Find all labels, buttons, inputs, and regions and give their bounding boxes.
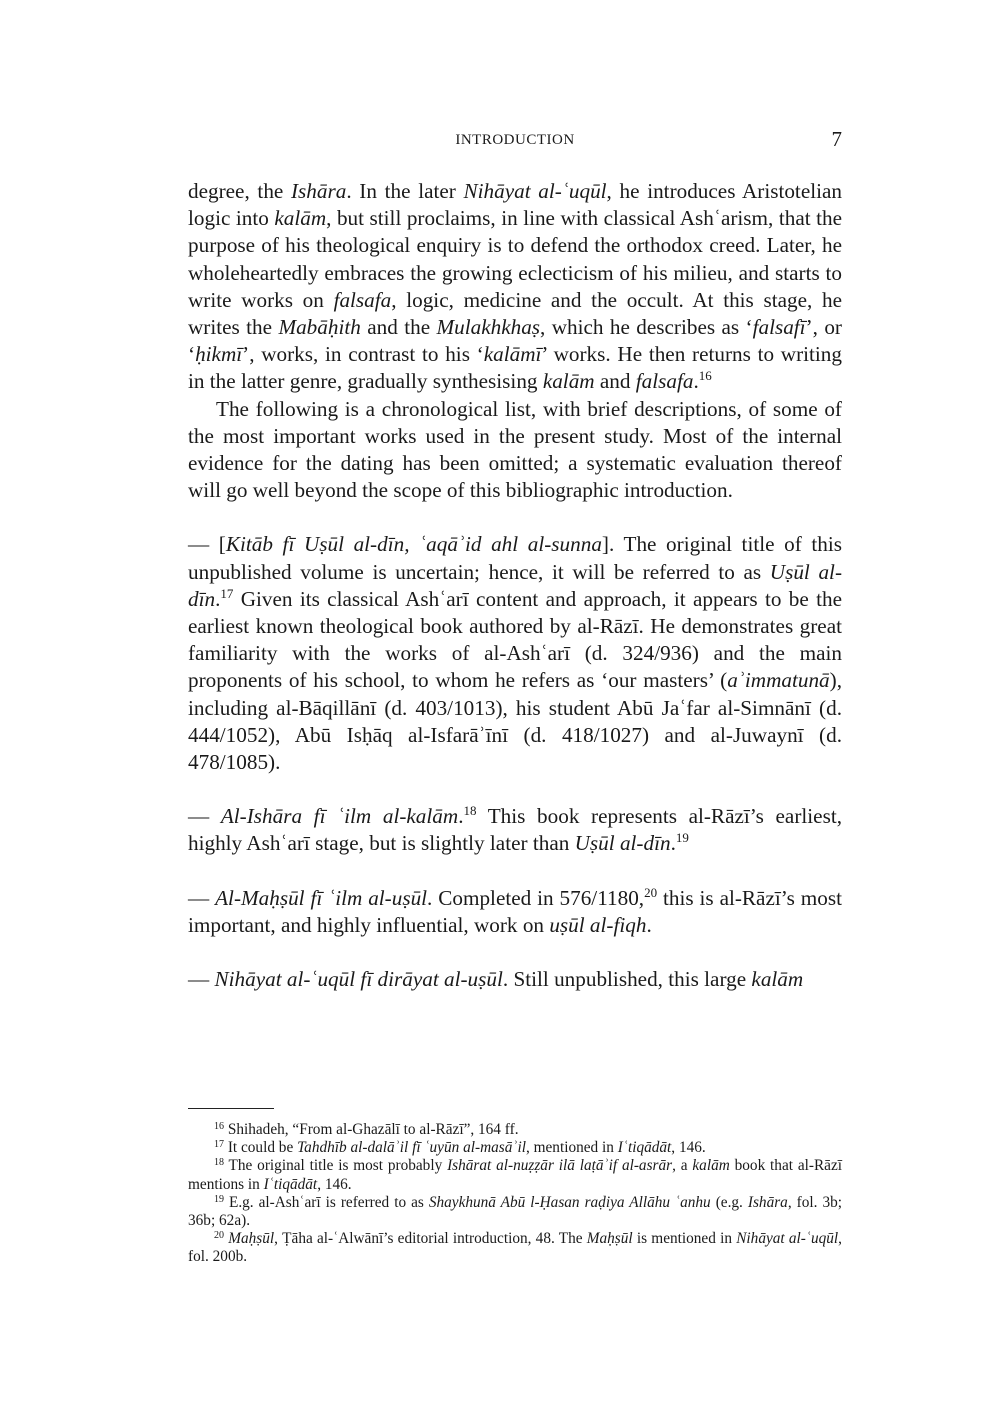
em-dash: — [188, 804, 221, 829]
em-dash: — [188, 885, 216, 910]
footnote-number: 20 [214, 1230, 224, 1242]
text: . In the later [346, 179, 464, 203]
italic-title: Ishāra [291, 179, 347, 203]
em-dash: — [ [188, 532, 226, 557]
text: E.g. al-Ashʿarī is referred to as [224, 1193, 429, 1211]
footnote-19 [188, 1194, 842, 1230]
work-title: Al-Maḥṣūl fī ʿilm al-uṣūl [215, 885, 428, 910]
italic-term: falsafa [635, 369, 694, 394]
text: , but still proclaims, in line with classical Ashʿarism, that the purpose of his theological enquiry is to defend the orthodox creed. Later, he wholeheartedly embraces the growing eclecticism of his milieu, and starts to write works on [188, 206, 843, 312]
text: . [458, 804, 464, 829]
paragraph-1 [188, 178, 842, 396]
work-entry-mahsul [188, 885, 842, 939]
footnote-17 [188, 1139, 842, 1157]
italic-term: kalāmī [483, 342, 542, 367]
text: Shihadeh, “From al-Ghazālī to al-Rāzī”, 164 ff. [224, 1121, 519, 1138]
text: ), including al-Bāqillānī (d. 403/1013), his student Abū Jaʿfar al-Simnānī (d. 444/1052), Abū Isḥāq al-Isfarāʾīnī (d. 418/1027) and al-Juwaynī (d. 478/1085). [188, 668, 842, 775]
work-title: Kitāb fī Uṣūl al-dīn, ʿaqāʾid ahl al-sunna [225, 532, 602, 557]
em-dash: — [188, 967, 215, 992]
italic-title: Ishārat al-nuẓẓār ilā laṭāʾif al-asrār [447, 1157, 673, 1175]
italic-term: falsafī [752, 315, 806, 340]
italic-title: Uṣūl al-dīn [574, 831, 671, 856]
footnote-ref-19[interactable]: 19 [675, 830, 689, 846]
italic-title: Iʿtiqādāt [263, 1175, 318, 1193]
footnote-number: 18 [214, 1157, 224, 1169]
text: . [215, 586, 221, 611]
footnote-number: 17 [214, 1139, 224, 1151]
text: . Still unpublished, this large [502, 967, 752, 992]
italic-term: falsafa [333, 287, 392, 312]
footnotes [188, 1121, 842, 1267]
italic-title: Mulakhkhaṣ [436, 315, 541, 340]
text: book that al-Rāzī mentions in [188, 1157, 842, 1193]
text: , fol. 200b. [188, 1230, 842, 1266]
italic-title: Maḥṣūl [586, 1230, 633, 1248]
page-number: 7 [831, 127, 842, 151]
text: . Completed in 576/1180, [427, 885, 645, 910]
running-head [188, 129, 842, 151]
text: , mentioned in [525, 1139, 618, 1157]
work-title: Al-Ishāra fī ʿilm al-kalām [220, 804, 459, 829]
italic-term: kalām [542, 369, 595, 394]
text: , 146. [317, 1175, 352, 1193]
text: and [594, 369, 636, 394]
text: ’, or ‘ [188, 315, 842, 367]
paragraph-2: The following is a chronological list, with brief descriptions, of some of the most important works used in the present study. Most of the internal evidence for the dating has been omitted; a systematic evaluation thereof will go well beyond the scope of this bibliographic introduction. [188, 396, 842, 503]
footnote-ref-17[interactable]: 17 [220, 585, 234, 601]
italic-term: kalām [751, 967, 804, 992]
text: (e.g. [710, 1193, 748, 1211]
footnote-ref-18[interactable]: 18 [463, 803, 477, 819]
italic-title: Maḥṣūl [228, 1230, 275, 1248]
text: It could be [224, 1139, 298, 1157]
text: , fol. 3b; 36b; 62a). [188, 1193, 842, 1230]
text: , 146. [671, 1139, 706, 1157]
text: The original title is most probably [224, 1157, 448, 1175]
footnote-ref-16[interactable]: 16 [698, 368, 712, 384]
work-entry-nihayat [188, 966, 842, 993]
italic-title: Iʿtiqādāt [617, 1139, 672, 1157]
text: . [670, 831, 676, 856]
footnote-number: 16 [214, 1121, 224, 1132]
text: and the [360, 315, 437, 340]
text: . [693, 369, 699, 394]
italic-title: Nihāyat al-ʿuqūl [736, 1230, 839, 1248]
text: ]. The original title of this unpublished volume is uncertain; hence, it will be referred to as [188, 532, 842, 584]
work-entry-usul-al-din [188, 531, 842, 776]
italic-title: Ishāra [747, 1193, 788, 1211]
main-text [188, 178, 842, 993]
text: ’, works, in contrast to his ‘ [242, 342, 484, 367]
italic-title: Mabāḥith [278, 315, 361, 340]
text: is mentioned in [632, 1230, 737, 1248]
footnote-18 [188, 1157, 842, 1193]
italic-term: kalām [692, 1157, 730, 1175]
text: . [646, 912, 652, 937]
footnote-ref-20[interactable]: 20 [644, 884, 658, 900]
italic-phrase: Shaykhunā Abū l-Ḥasan raḍiya Allāhu ʿanhu [428, 1193, 711, 1211]
italic-term: ḥikmī [195, 342, 243, 367]
text: , a [672, 1157, 693, 1175]
running-title: INTRODUCTION [455, 132, 575, 148]
italic-title: Nihāyat al-ʿuqūl [463, 179, 607, 203]
footnote-20 [188, 1230, 842, 1266]
work-entry-ishara [188, 803, 842, 857]
italic-term: aʾimmatunā [727, 668, 830, 693]
footnote-16 [188, 1121, 842, 1139]
text: ’ works. He then returns to writing in the latter genre, gradually synthesising [188, 342, 842, 394]
footnote-separator [188, 1108, 274, 1109]
text: This book represents al-Rāzī’s earliest, highly Ashʿarī stage, but is slightly later than [188, 804, 843, 856]
text: degree, the [188, 179, 291, 203]
text: , Ṭāha al-ʿAlwānī’s editorial introduction, 48. The [274, 1230, 587, 1248]
italic-term: uṣūl al-fiqh [549, 912, 647, 937]
text: this is al-Rāzī’s most important, and highly influential, work on [188, 885, 842, 937]
work-title: Nihāyat al-ʿuqūl fī dirāyat al-uṣūl [214, 967, 503, 992]
text: , logic, medicine and the occult. At this stage, he writes the [188, 287, 842, 340]
text: Given its classical Ashʿarī content and approach, it appears to be the earliest known theological book authored by al-Rāzī. He demonstrates great familiarity with the works of al-Ashʿarī (d. 324/936) and the main proponents of his school, to whom he refers as ‘our masters’ ( [188, 586, 842, 693]
footnote-number: 19 [214, 1193, 224, 1205]
text: , which he describes as ‘ [540, 315, 753, 340]
italic-title: Tahdhīb al-dalāʾil fī ʿuyūn al-masāʾil [297, 1139, 526, 1157]
italic-term: kalām [274, 206, 327, 231]
text: , he introduces Aristotelian logic into [188, 179, 842, 231]
italic-title: Uṣūl al-dīn [188, 559, 842, 611]
